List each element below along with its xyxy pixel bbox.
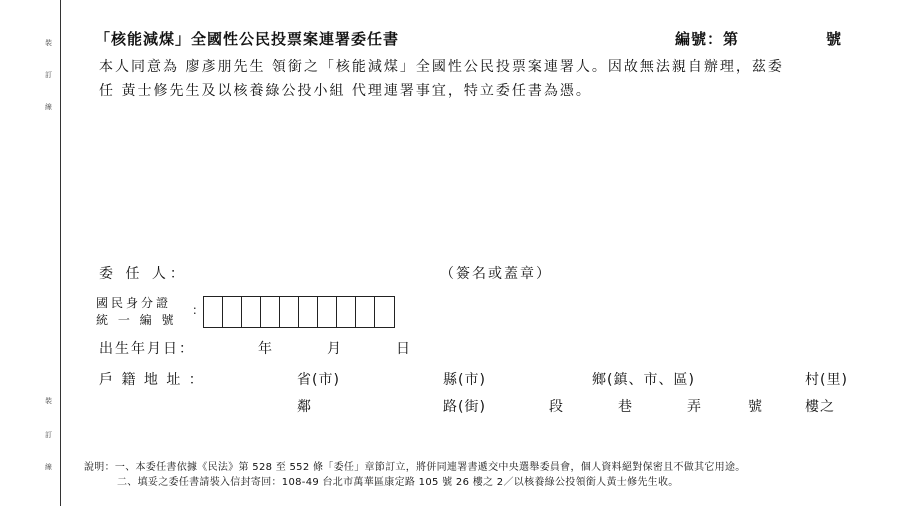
id-colon: ： (192, 303, 208, 317)
address-lane: 巷 (618, 399, 636, 415)
number-suffix: 號 (826, 30, 843, 48)
birth-day-unit: 日 (396, 341, 414, 357)
address-alley: 弄 (687, 399, 705, 415)
note-line-2: 二、填妥之委任書請裝入信封寄回：108-49 台北市萬華區康定路 105 號 26 樓之 2／以核養綠公投領銜人黃士修先生收。 (117, 477, 679, 488)
note-line-1: 說明：一、本委任書依據《民法》第 528 至 552 條「委任」章節訂立，將併同連署書遞交中央選舉委員會，個人資料絕對保密且不做其它用途。 (84, 462, 746, 473)
delegator-label: 委 任 人： (99, 266, 188, 282)
id-digit-box[interactable] (337, 297, 356, 327)
address-number: 號 (748, 399, 766, 415)
birth-month-unit: 月 (327, 341, 345, 357)
id-digit-box[interactable] (356, 297, 375, 327)
address-floor: 樓之 (805, 399, 835, 415)
address-province: 省(市) (297, 372, 340, 388)
id-digit-box[interactable] (299, 297, 318, 327)
address-county: 縣(市) (443, 372, 486, 388)
id-number-boxes[interactable] (203, 296, 395, 328)
address-road: 路(街) (443, 399, 486, 415)
body-line-1: 本人同意為 廖彥朋先生 領銜之「核能減煤」全國性公民投票案連署人。因故無法親自辦理，茲委 (99, 59, 784, 75)
id-digit-box[interactable] (204, 297, 223, 327)
id-digit-box[interactable] (223, 297, 242, 327)
id-label-line-1: 國民身分證 (96, 296, 172, 310)
address-label: 戶 籍 地 址 ： (99, 372, 205, 388)
address-section: 段 (549, 399, 567, 415)
binding-mark: 裝 (45, 397, 52, 405)
binding-mark: 線 (45, 103, 52, 111)
id-digit-box[interactable] (280, 297, 299, 327)
id-label-line-2: 統 一 編 號 (96, 313, 177, 327)
signature-hint: （簽名或蓋章） (440, 266, 552, 282)
binding-line (60, 0, 61, 506)
address-township: 鄉(鎮、市、區) (592, 372, 695, 388)
id-digit-box[interactable] (261, 297, 280, 327)
address-village: 村(里) (805, 372, 848, 388)
id-digit-box[interactable] (242, 297, 261, 327)
birth-year-unit: 年 (258, 341, 276, 357)
body-line-2: 任 黃士修先生及以核養綠公投小組 代理連署事宜，特立委任書為憑。 (99, 83, 592, 99)
address-neighborhood: 鄰 (297, 399, 315, 415)
birth-date-label: 出生年月日： (99, 341, 195, 357)
binding-mark: 訂 (45, 71, 52, 79)
document-title: 「核能減煤」全國性公民投票案連署委任書 (95, 30, 400, 48)
id-digit-box[interactable] (375, 297, 394, 327)
binding-mark: 線 (45, 463, 52, 471)
number-label: 編號：第 (675, 30, 740, 48)
binding-mark: 訂 (45, 431, 52, 439)
id-digit-box[interactable] (318, 297, 337, 327)
binding-mark: 裝 (45, 39, 52, 47)
